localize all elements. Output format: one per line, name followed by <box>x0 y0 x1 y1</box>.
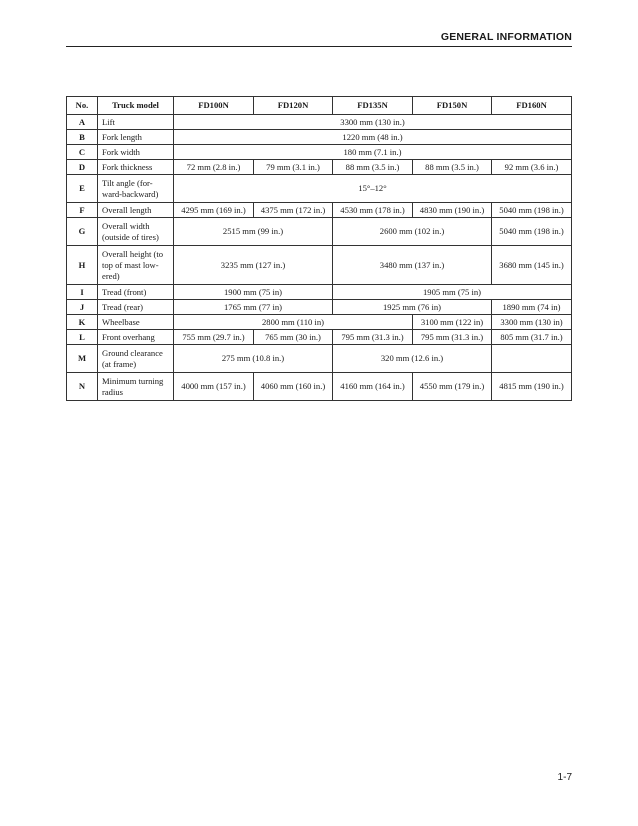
table-cell: 4815 mm (190 in.) <box>492 373 572 401</box>
table-cell: 1900 mm (75 in) <box>174 285 333 300</box>
table-cell: 2515 mm (99 in.) <box>174 218 333 246</box>
row-item-label: Fork thickness <box>98 160 174 175</box>
table-cell: 2800 mm (110 in) <box>174 315 413 330</box>
row-code: J <box>67 300 98 315</box>
row-item-label: Fork length <box>98 130 174 145</box>
table-cell: 755 mm (29.7 in.) <box>174 330 254 345</box>
table-cell: 2600 mm (102 in.) <box>333 218 492 246</box>
table-row <box>67 285 572 300</box>
table-cell: 4530 mm (178 in.) <box>333 203 413 218</box>
row-item-label: Ground clearance (at frame) <box>98 345 174 373</box>
table-row <box>67 246 572 285</box>
row-item-label: Front overhang <box>98 330 174 345</box>
table-cell: 88 mm (3.5 in.) <box>413 160 492 175</box>
table-cell: 3680 mm (145 in.) <box>492 246 572 285</box>
column-header: FD120N <box>254 97 333 115</box>
table-body <box>67 115 572 401</box>
table-row <box>67 345 572 373</box>
table-cell: 1905 mm (75 in) <box>333 285 572 300</box>
table-cell: 4830 mm (190 in.) <box>413 203 492 218</box>
row-item-label: Minimum turning radius <box>98 373 174 401</box>
row-item-label: Tread (front) <box>98 285 174 300</box>
table-cell <box>492 345 572 373</box>
row-code: C <box>67 145 98 160</box>
table-row <box>67 175 572 203</box>
specifications-table <box>66 96 572 401</box>
table-cell: 15°–12° <box>174 175 572 203</box>
row-code: L <box>67 330 98 345</box>
row-item-label: Tread (rear) <box>98 300 174 315</box>
table-cell: 1890 mm (74 in) <box>492 300 572 315</box>
table-cell: 4550 mm (179 in.) <box>413 373 492 401</box>
row-item-label: Fork width <box>98 145 174 160</box>
table-cell: 4375 mm (172 in.) <box>254 203 333 218</box>
column-header: No. <box>67 97 98 115</box>
table-row <box>67 115 572 130</box>
page-number: 1-7 <box>557 772 572 783</box>
row-code: B <box>67 130 98 145</box>
table-row <box>67 160 572 175</box>
table-cell: 4060 mm (160 in.) <box>254 373 333 401</box>
table-cell: 180 mm (7.1 in.) <box>174 145 572 160</box>
row-item-label: Overall height (to top of mast low- ered) <box>98 246 174 285</box>
row-code: D <box>67 160 98 175</box>
table-cell: 4000 mm (157 in.) <box>174 373 254 401</box>
table-cell: 3100 mm (122 in) <box>413 315 492 330</box>
table-cell: 795 mm (31.3 in.) <box>333 330 413 345</box>
table-cell: 275 mm (10.8 in.) <box>174 345 333 373</box>
row-code: H <box>67 246 98 285</box>
table-cell: 4295 mm (169 in.) <box>174 203 254 218</box>
table-cell: 3300 mm (130 in) <box>492 315 572 330</box>
column-header: FD100N <box>174 97 254 115</box>
table-row <box>67 330 572 345</box>
column-header: FD150N <box>413 97 492 115</box>
table-row <box>67 130 572 145</box>
table-cell: 3235 mm (127 in.) <box>174 246 333 285</box>
table-header-row <box>67 97 572 115</box>
table-cell: 3300 mm (130 in.) <box>174 115 572 130</box>
table-cell: 5040 mm (198 in.) <box>492 218 572 246</box>
row-item-label: Lift <box>98 115 174 130</box>
table-cell: 72 mm (2.8 in.) <box>174 160 254 175</box>
row-code: E <box>67 175 98 203</box>
table-cell: 805 mm (31.7 in.) <box>492 330 572 345</box>
row-item-label: Overall width (outside of tires) <box>98 218 174 246</box>
table-cell: 1925 mm (76 in) <box>333 300 492 315</box>
row-item-label: Wheelbase <box>98 315 174 330</box>
column-header: FD160N <box>492 97 572 115</box>
row-item-label: Overall length <box>98 203 174 218</box>
table-cell: 765 mm (30 in.) <box>254 330 333 345</box>
row-code: A <box>67 115 98 130</box>
table-row <box>67 145 572 160</box>
table-cell: 795 mm (31.3 in.) <box>413 330 492 345</box>
table-row <box>67 373 572 401</box>
column-header: Truck model <box>98 97 174 115</box>
header-title: GENERAL INFORMATION <box>440 31 572 43</box>
table-cell: 88 mm (3.5 in.) <box>333 160 413 175</box>
row-code: G <box>67 218 98 246</box>
row-code: F <box>67 203 98 218</box>
table-cell: 1220 mm (48 in.) <box>174 130 572 145</box>
table-cell: 92 mm (3.6 in.) <box>492 160 572 175</box>
table-cell: 5040 mm (198 in.) <box>492 203 572 218</box>
row-code: N <box>67 373 98 401</box>
table-cell: 3480 mm (137 in.) <box>333 246 492 285</box>
table-cell: 320 mm (12.6 in.) <box>333 345 492 373</box>
column-header: FD135N <box>333 97 413 115</box>
table-cell: 1765 mm (77 in) <box>174 300 333 315</box>
table-cell: 4160 mm (164 in.) <box>333 373 413 401</box>
row-item-label: Tilt angle (for- ward-backward) <box>98 175 174 203</box>
table-row <box>67 203 572 218</box>
row-code: K <box>67 315 98 330</box>
table-row <box>67 218 572 246</box>
header-rule <box>66 46 572 47</box>
table-row <box>67 300 572 315</box>
table-row <box>67 315 572 330</box>
table-cell: 79 mm (3.1 in.) <box>254 160 333 175</box>
row-code: I <box>67 285 98 300</box>
row-code: M <box>67 345 98 373</box>
